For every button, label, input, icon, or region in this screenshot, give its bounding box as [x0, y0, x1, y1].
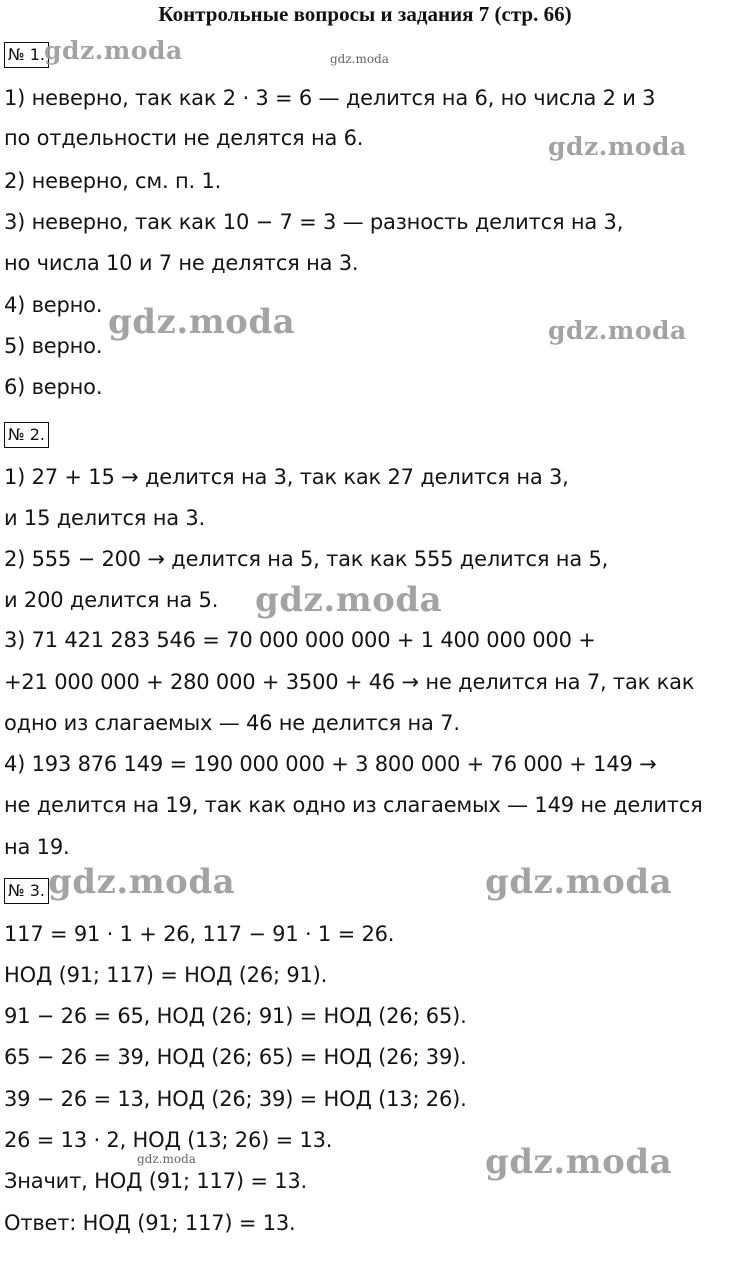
- task2-line-8: 4) 193 876 149 = 190 000 000 + 3 800 000 + 76 000 + 149 →: [4, 752, 657, 776]
- watermark: gdz.moda: [548, 132, 687, 161]
- task1-line-7: 5) верно.: [4, 334, 103, 358]
- task3-line-2: НОД (91; 117) = НОД (26; 91).: [4, 963, 328, 987]
- task3-line-5: 39 − 26 = 13, НОД (26; 39) = НОД (13; 26).: [4, 1087, 467, 1111]
- task-number-3: № 3.: [4, 878, 49, 904]
- watermark: gdz.moda: [330, 52, 389, 66]
- watermark: gdz.moda: [48, 862, 236, 902]
- watermark: gdz.moda: [548, 316, 687, 345]
- task3-line-6: 26 = 13 · 2, НОД (13; 26) = 13.: [4, 1128, 333, 1152]
- watermark: gdz.moda: [485, 862, 673, 902]
- task2-line-3: 2) 555 − 200 → делится на 5, так как 555 делится на 5,: [4, 547, 609, 571]
- watermark: gdz.moda: [44, 36, 183, 65]
- watermark: gdz.moda: [137, 1152, 196, 1166]
- task3-line-3: 91 − 26 = 65, НОД (26; 91) = НОД (26; 65).: [4, 1004, 467, 1028]
- task-number-2: № 2.: [4, 422, 49, 448]
- task1-line-2: по отдельности не делятся на 6.: [4, 126, 364, 150]
- task1-line-8: 6) верно.: [4, 375, 103, 399]
- task3-line-1: 117 = 91 · 1 + 26, 117 − 91 · 1 = 26.: [4, 922, 395, 946]
- watermark: gdz.moda: [108, 302, 296, 342]
- task-number-1: № 1.: [4, 42, 49, 68]
- task2-line-2: и 15 делится на 3.: [4, 506, 206, 530]
- task1-line-4: 3) неверно, так как 10 − 7 = 3 — разность делится на 3,: [4, 210, 624, 234]
- page-title: Контрольные вопросы и задания 7 (стр. 66): [158, 2, 572, 26]
- task2-line-4: и 200 делится на 5.: [4, 588, 219, 612]
- task1-line-5: но числа 10 и 7 не делятся на 3.: [4, 251, 359, 275]
- watermark: gdz.moda: [485, 1142, 673, 1182]
- task2-line-5: 3) 71 421 283 546 = 70 000 000 000 + 1 400 000 000 +: [4, 628, 596, 652]
- task1-line-3: 2) неверно, см. п. 1.: [4, 169, 222, 193]
- watermark: gdz.moda: [255, 580, 443, 620]
- task1-line-6: 4) верно.: [4, 293, 103, 317]
- task3-line-7: Значит, НОД (91; 117) = 13.: [4, 1169, 307, 1193]
- task1-line-1: 1) неверно, так как 2 · 3 = 6 — делится на 6, но числа 2 и 3: [4, 86, 656, 110]
- task2-line-6: +21 000 000 + 280 000 + 3500 + 46 → не делится на 7, так как: [4, 670, 695, 694]
- task2-line-9: не делится на 19, так как одно из слагаемых — 149 не делится: [4, 793, 703, 817]
- task3-line-8: Ответ: НОД (91; 117) = 13.: [4, 1211, 296, 1235]
- task2-line-1: 1) 27 + 15 → делится на 3, так как 27 делится на 3,: [4, 465, 569, 489]
- task2-line-7: одно из слагаемых — 46 не делится на 7.: [4, 711, 460, 735]
- task2-line-10: на 19.: [4, 835, 70, 859]
- task3-line-4: 65 − 26 = 39, НОД (26; 65) = НОД (26; 39).: [4, 1045, 467, 1069]
